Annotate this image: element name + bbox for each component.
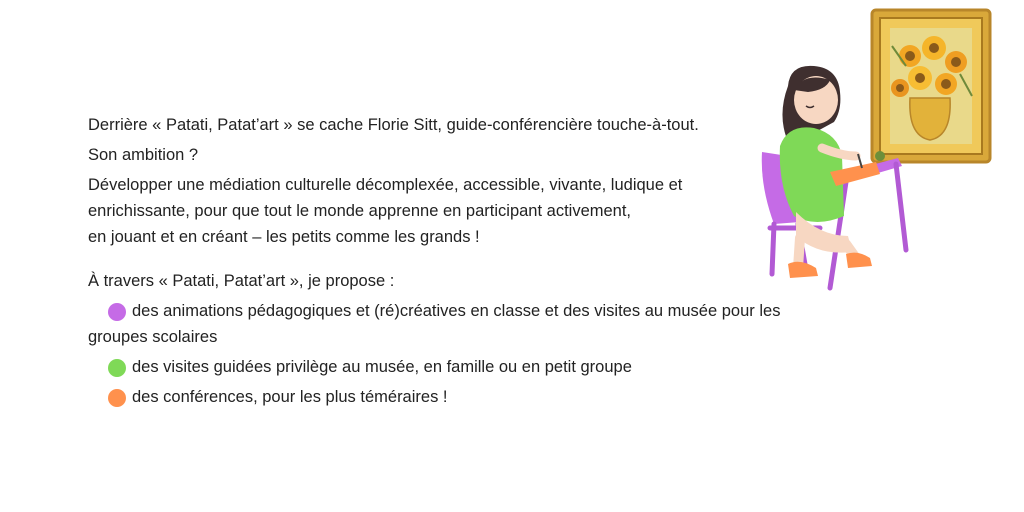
ambition-line-1: Développer une médiation culturelle décomplexée, accessible, vivante, ludique et — [88, 176, 683, 194]
ambition-line-2: enrichissante, pour que tout le monde apprenne en participant activement, — [88, 202, 632, 220]
offer-heading: À travers « Patati, Patat’art », je propose : — [88, 272, 395, 290]
offer-item-label: des conférences, pour les plus téméraires ! — [132, 388, 448, 406]
offer-item-label: des visites guidées privilège au musée, en famille ou en petit groupe — [132, 358, 632, 376]
offer-item-conferences — [88, 384, 818, 410]
orange-bullet-icon — [108, 389, 126, 407]
intro-question: Son ambition ? — [88, 146, 199, 164]
girl — [780, 66, 885, 278]
offer-item-label: des animations pédagogiques et (ré)créatives en classe et des visites au musée pour les groupes scolaires — [88, 302, 781, 346]
purple-bullet-icon — [108, 303, 126, 321]
offer-item-family — [88, 354, 818, 380]
intro-text-block — [88, 112, 818, 414]
sunflower-painting — [872, 10, 990, 162]
girl-drawing-with-sunflower-painting-icon — [760, 6, 1000, 296]
ambition-line-3: en jouant et en créant – les petits comme les grands ! — [88, 228, 480, 246]
intro-line-1: Derrière « Patati, Patat’art » se cache Florie Sitt, guide-conférencière touche-à-tout. — [88, 116, 699, 134]
offer-item-school — [88, 298, 818, 350]
offer-list — [88, 298, 818, 410]
green-bullet-icon — [108, 359, 126, 377]
